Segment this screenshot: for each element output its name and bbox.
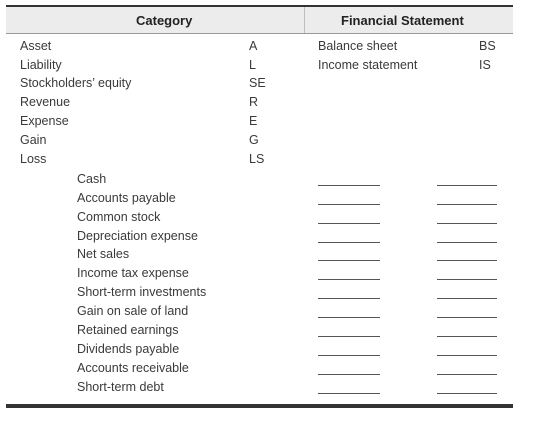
- statement-answer-blank[interactable]: [437, 298, 497, 299]
- account-label: Short-term investments: [77, 285, 207, 299]
- statement-answer-blank[interactable]: [437, 242, 497, 243]
- statement-answer-blank[interactable]: [437, 374, 497, 375]
- category-label-asset: Asset: [20, 39, 52, 53]
- category-label-revenue: Revenue: [20, 95, 71, 109]
- financial-statement-header: Financial Statement: [341, 13, 464, 28]
- account-label: Dividends payable: [77, 342, 180, 356]
- statement-answer-blank[interactable]: [437, 317, 497, 318]
- category-abbr-loss: LS: [249, 152, 265, 166]
- statement-answer-blank[interactable]: [437, 260, 497, 261]
- header-divider: [304, 7, 305, 33]
- bottom-rule: [6, 404, 513, 408]
- account-label: Accounts receivable: [77, 361, 189, 375]
- category-answer-blank[interactable]: [318, 336, 380, 337]
- category-answer-blank[interactable]: [318, 242, 380, 243]
- category-abbr-asset: A: [249, 39, 258, 53]
- category-abbr-revenue: R: [249, 95, 259, 109]
- account-label: Accounts payable: [77, 191, 176, 205]
- account-label: Income tax expense: [77, 266, 189, 280]
- category-answer-blank[interactable]: [318, 393, 380, 394]
- category-label-gain: Gain: [20, 133, 47, 147]
- statement-answer-blank[interactable]: [437, 279, 497, 280]
- account-label: Common stock: [77, 210, 161, 224]
- account-label: Retained earnings: [77, 323, 179, 337]
- statement-label-balance-sheet: Balance sheet: [318, 39, 398, 53]
- header-rule: [6, 33, 513, 34]
- category-abbr-equity: SE: [249, 76, 266, 90]
- category-abbr-liability: L: [249, 58, 256, 72]
- category-header: Category: [136, 13, 193, 28]
- category-answer-blank[interactable]: [318, 279, 380, 280]
- statement-answer-blank[interactable]: [437, 393, 497, 394]
- category-answer-blank[interactable]: [318, 204, 380, 205]
- category-label-equity: Stockholders’ equity: [20, 76, 132, 90]
- category-answer-blank[interactable]: [318, 374, 380, 375]
- account-label: Gain on sale of land: [77, 304, 189, 318]
- statement-answer-blank[interactable]: [437, 336, 497, 337]
- category-answer-blank[interactable]: [318, 298, 380, 299]
- category-answer-blank[interactable]: [318, 355, 380, 356]
- category-answer-blank[interactable]: [318, 260, 380, 261]
- category-label-expense: Expense: [20, 114, 69, 128]
- account-label: Net sales: [77, 247, 130, 261]
- category-label-loss: Loss: [20, 152, 47, 166]
- category-answer-blank[interactable]: [318, 223, 380, 224]
- statement-abbr-income-statement: IS: [479, 58, 491, 72]
- statement-answer-blank[interactable]: [437, 185, 497, 186]
- statement-answer-blank[interactable]: [437, 223, 497, 224]
- category-answer-blank[interactable]: [318, 317, 380, 318]
- statement-answer-blank[interactable]: [437, 204, 497, 205]
- statement-label-income-statement: Income statement: [318, 58, 418, 72]
- category-abbr-gain: G: [249, 133, 259, 147]
- category-abbr-expense: E: [249, 114, 258, 128]
- statement-answer-blank[interactable]: [437, 355, 497, 356]
- account-label: Depreciation expense: [77, 229, 198, 243]
- statement-abbr-balance-sheet: BS: [479, 39, 496, 53]
- account-label: Cash: [77, 172, 107, 186]
- category-answer-blank[interactable]: [318, 185, 380, 186]
- category-label-liability: Liability: [20, 58, 62, 72]
- account-label: Short-term debt: [77, 380, 164, 394]
